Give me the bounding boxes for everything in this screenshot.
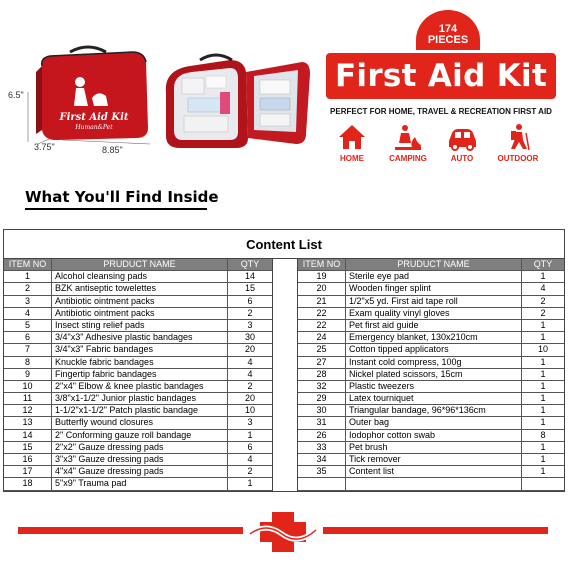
table-caption: Content List bbox=[4, 230, 564, 259]
item-number-cell: 4 bbox=[4, 308, 52, 319]
quantity-cell: 14 bbox=[244, 271, 255, 282]
product-name-cell: 3"x3" Gauze dressing pads bbox=[52, 454, 228, 465]
quantity-cell: 6 bbox=[247, 295, 253, 306]
item-number-cell: 31 bbox=[298, 417, 346, 428]
use-case-label: CAMPING bbox=[389, 154, 427, 163]
use-case-auto bbox=[434, 123, 490, 163]
table-row bbox=[298, 369, 564, 381]
bag-print-subtitle: Human&Pet bbox=[75, 124, 113, 131]
use-case-label: AUTO bbox=[450, 154, 474, 163]
quantity-cell: 1 bbox=[540, 393, 546, 404]
item-number-cell: 19 bbox=[298, 271, 346, 282]
item-number-cell: 21 bbox=[298, 296, 346, 307]
logo-tagline: PERFECT FOR HOME, TRAVEL & RECREATION FIRST AID bbox=[330, 107, 552, 116]
table-row bbox=[298, 320, 564, 332]
red-cross-icon bbox=[248, 508, 318, 556]
height-dimension: 6.5" bbox=[8, 90, 24, 100]
quantity-cell: 1 bbox=[540, 380, 546, 391]
product-name-cell: Pet brush bbox=[346, 442, 522, 453]
quantity-cell: 20 bbox=[244, 344, 255, 355]
piece-count: 174 bbox=[438, 23, 458, 35]
product-name-cell: Butterfly wound closures bbox=[52, 417, 228, 428]
table-row bbox=[298, 478, 564, 490]
table-right-rows bbox=[298, 271, 564, 490]
table-column-gap bbox=[272, 259, 298, 491]
quantity-cell: 8 bbox=[540, 429, 546, 440]
quantity-cell: 4 bbox=[540, 283, 546, 294]
item-number-cell: 9 bbox=[4, 369, 52, 380]
quantity-cell: 1 bbox=[540, 466, 546, 477]
table-row bbox=[298, 332, 564, 344]
header-item-no: ITEM NO bbox=[4, 259, 52, 270]
quantity-cell: 1 bbox=[540, 417, 546, 428]
item-number-cell: 27 bbox=[298, 357, 346, 368]
table-row bbox=[4, 466, 272, 478]
heading-underline bbox=[25, 208, 207, 210]
quantity-cell: 1 bbox=[540, 319, 546, 330]
item-number-cell: 16 bbox=[4, 454, 52, 465]
quantity-cell: 2 bbox=[247, 307, 253, 318]
table-row bbox=[298, 454, 564, 466]
product-name-cell: 1-1/2"x1-1/2" Patch plastic bandage bbox=[52, 405, 228, 416]
table-header-row bbox=[298, 259, 564, 271]
product-name-cell: 5"x9" Trauma pad bbox=[52, 478, 228, 489]
item-number-cell: 10 bbox=[4, 381, 52, 392]
product-name-cell: Knuckle fabric bandages bbox=[52, 357, 228, 368]
product-name-cell: Antibiotic ointment packs bbox=[52, 296, 228, 307]
table-left-half bbox=[4, 259, 272, 491]
item-number-cell: 12 bbox=[4, 405, 52, 416]
header-product-name: PRUDUCT NAME bbox=[346, 259, 522, 270]
item-number-cell: 28 bbox=[298, 369, 346, 380]
table-row bbox=[4, 381, 272, 393]
footer-rule-right bbox=[323, 527, 548, 534]
table-row bbox=[4, 357, 272, 369]
use-case-label: HOME bbox=[340, 154, 364, 163]
product-name-cell: Alcohol cleansing pads bbox=[52, 271, 228, 282]
quantity-cell: 1 bbox=[540, 368, 546, 379]
quantity-cell: 6 bbox=[247, 441, 253, 452]
item-number-cell: 33 bbox=[298, 442, 346, 453]
product-name-cell: 3/8"x1-1/2" Junior plastic bandages bbox=[52, 393, 228, 404]
table-row bbox=[4, 442, 272, 454]
quantity-cell: 15 bbox=[244, 283, 255, 294]
quantity-cell: 1 bbox=[540, 441, 546, 452]
brand-logo bbox=[326, 10, 556, 170]
table-row bbox=[298, 344, 564, 356]
table-row bbox=[4, 332, 272, 344]
table-row bbox=[298, 442, 564, 454]
quantity-cell: 1 bbox=[540, 332, 546, 343]
table-row bbox=[4, 405, 272, 417]
use-case-label: OUTDOOR bbox=[497, 154, 539, 163]
table-row bbox=[298, 296, 564, 308]
item-number-cell: 3 bbox=[4, 296, 52, 307]
quantity-cell: 2 bbox=[540, 295, 546, 306]
quantity-cell: 20 bbox=[244, 393, 255, 404]
item-number-cell: 34 bbox=[298, 454, 346, 465]
table-row bbox=[4, 344, 272, 356]
quantity-cell: 1 bbox=[540, 271, 546, 282]
use-case-outdoor bbox=[490, 123, 546, 163]
product-name-cell: Cotton tipped applicators bbox=[346, 344, 522, 355]
item-number-cell: 13 bbox=[4, 417, 52, 428]
item-number-cell: 5 bbox=[4, 320, 52, 331]
table-left-rows bbox=[4, 271, 272, 490]
item-number-cell: 32 bbox=[298, 381, 346, 392]
item-number-cell: 1 bbox=[4, 271, 52, 282]
table-row bbox=[298, 417, 564, 429]
quantity-cell: 10 bbox=[537, 344, 548, 355]
item-number-cell: 15 bbox=[4, 442, 52, 453]
table-row bbox=[4, 393, 272, 405]
logo-title: First Aid Kit bbox=[326, 53, 556, 99]
piece-count-label: PIECES bbox=[427, 34, 469, 46]
header-qty: QTY bbox=[240, 259, 260, 269]
product-name-cell: Insect sting relief pads bbox=[52, 320, 228, 331]
product-name-cell: 3/4"x3" Fabric bandages bbox=[52, 344, 228, 355]
car-icon bbox=[445, 123, 479, 151]
item-number-cell: 11 bbox=[4, 393, 52, 404]
bag-print-title: First Aid Kit bbox=[59, 112, 129, 123]
product-name-cell: 4"x4" Gauze dressing pads bbox=[52, 466, 228, 477]
product-name-cell: Fingertip fabric bandages bbox=[52, 369, 228, 380]
depth-dimension: 3.75" bbox=[34, 142, 55, 152]
product-name-cell: 1/2"x5 yd. First aid tape roll bbox=[346, 296, 522, 307]
item-number-cell: 22 bbox=[298, 320, 346, 331]
table-row bbox=[298, 405, 564, 417]
product-name-cell: Plastic tweezers bbox=[346, 381, 522, 392]
product-name-cell: Exam quality vinyl gloves bbox=[346, 308, 522, 319]
quantity-cell: 10 bbox=[244, 405, 255, 416]
use-case-icons bbox=[328, 123, 556, 173]
item-number-cell: 29 bbox=[298, 393, 346, 404]
item-number-cell: 20 bbox=[298, 283, 346, 294]
item-number-cell: 30 bbox=[298, 405, 346, 416]
table-row bbox=[298, 466, 564, 478]
product-name-cell: Outer bag bbox=[346, 417, 522, 428]
quantity-cell: 30 bbox=[244, 332, 255, 343]
item-number-cell: 7 bbox=[4, 344, 52, 355]
content-list-table bbox=[3, 229, 565, 492]
product-name-cell: 2"x4" Elbow & knee plastic bandages bbox=[52, 381, 228, 392]
table-row bbox=[298, 381, 564, 393]
product-name-cell: Nickel plated scissors, 15cm bbox=[346, 369, 522, 380]
table-row bbox=[298, 430, 564, 442]
table-row bbox=[4, 454, 272, 466]
quantity-cell: 2 bbox=[540, 307, 546, 318]
quantity-cell: 2 bbox=[247, 380, 253, 391]
header-item-no: ITEM NO bbox=[298, 259, 346, 270]
quantity-cell: 1 bbox=[540, 356, 546, 367]
product-name-cell: Triangular bandage, 96*96*136cm bbox=[346, 405, 522, 416]
table-row bbox=[298, 283, 564, 295]
table-row bbox=[4, 417, 272, 429]
table-row bbox=[4, 478, 272, 490]
footer-rule-left bbox=[18, 527, 243, 534]
table-header-row bbox=[4, 259, 272, 271]
table-row bbox=[4, 430, 272, 442]
product-name-cell: Content list bbox=[346, 466, 522, 477]
product-name-cell: Latex tourniquet bbox=[346, 393, 522, 404]
table-row bbox=[298, 393, 564, 405]
item-number-cell: 26 bbox=[298, 430, 346, 441]
table-row bbox=[4, 296, 272, 308]
item-number-cell: 35 bbox=[298, 466, 346, 477]
item-number-cell: 2 bbox=[4, 283, 52, 294]
quantity-cell: 4 bbox=[247, 356, 253, 367]
product-name-cell: 3/4"x3" Adhesive plastic bandages bbox=[52, 332, 228, 343]
quantity-cell: 1 bbox=[540, 405, 546, 416]
closed-bag-image bbox=[22, 40, 162, 148]
item-number-cell: 24 bbox=[298, 332, 346, 343]
item-number-cell: 8 bbox=[4, 357, 52, 368]
table-row bbox=[4, 283, 272, 295]
header-product-name: PRUDUCT NAME bbox=[52, 259, 228, 270]
table-row bbox=[4, 369, 272, 381]
table-row bbox=[298, 357, 564, 369]
item-number-cell: 22 bbox=[298, 308, 346, 319]
product-name-cell: Sterile eye pad bbox=[346, 271, 522, 282]
quantity-cell: 1 bbox=[540, 454, 546, 464]
product-name-cell: Instant cold compress, 100g bbox=[346, 357, 522, 368]
hiker-icon bbox=[503, 123, 533, 151]
header-qty: QTY bbox=[533, 259, 553, 269]
quantity-cell: 3 bbox=[247, 319, 253, 330]
use-case-home bbox=[324, 123, 380, 163]
product-name-cell: 2" Conforming gauze roll bandage bbox=[52, 430, 228, 441]
product-name-cell: Iodophor cotton swab bbox=[346, 430, 522, 441]
table-row bbox=[4, 308, 272, 320]
quantity-cell bbox=[522, 478, 564, 489]
table-row bbox=[4, 271, 272, 283]
product-name-cell: BZK antiseptic towelettes bbox=[52, 283, 228, 294]
item-number-cell: 25 bbox=[298, 344, 346, 355]
quantity-cell: 4 bbox=[247, 454, 253, 464]
quantity-cell: 1 bbox=[247, 429, 253, 440]
product-name-cell: Tick remover bbox=[346, 454, 522, 465]
product-name-cell: Pet first aid guide bbox=[346, 320, 522, 331]
item-number-cell: 6 bbox=[4, 332, 52, 343]
table-row bbox=[4, 320, 272, 332]
piece-count-badge bbox=[412, 10, 484, 50]
product-name-cell: Wooden finger splint bbox=[346, 283, 522, 294]
product-name-cell bbox=[346, 478, 522, 489]
item-number-cell: 17 bbox=[4, 466, 52, 477]
campfire-icon bbox=[393, 123, 423, 151]
product-name-cell: 2"x2" Gauze dressing pads bbox=[52, 442, 228, 453]
section-heading: What You'll Find Inside bbox=[25, 188, 219, 206]
use-case-camping bbox=[380, 123, 436, 163]
table-right-half bbox=[298, 259, 564, 491]
open-bag-image bbox=[160, 52, 312, 152]
quantity-cell: 2 bbox=[247, 466, 253, 477]
item-number-cell: 14 bbox=[4, 430, 52, 441]
table-row bbox=[298, 308, 564, 320]
item-number-cell bbox=[298, 478, 346, 489]
item-number-cell: 18 bbox=[4, 478, 52, 489]
quantity-cell: 4 bbox=[247, 368, 253, 379]
house-icon bbox=[337, 123, 367, 151]
width-dimension: 8.85" bbox=[102, 145, 123, 155]
quantity-cell: 3 bbox=[247, 417, 253, 428]
product-name-cell: Emergency blanket, 130x210cm bbox=[346, 332, 522, 343]
product-name-cell: Antibiotic ointment packs bbox=[52, 308, 228, 319]
quantity-cell: 1 bbox=[247, 478, 253, 489]
table-row bbox=[298, 271, 564, 283]
